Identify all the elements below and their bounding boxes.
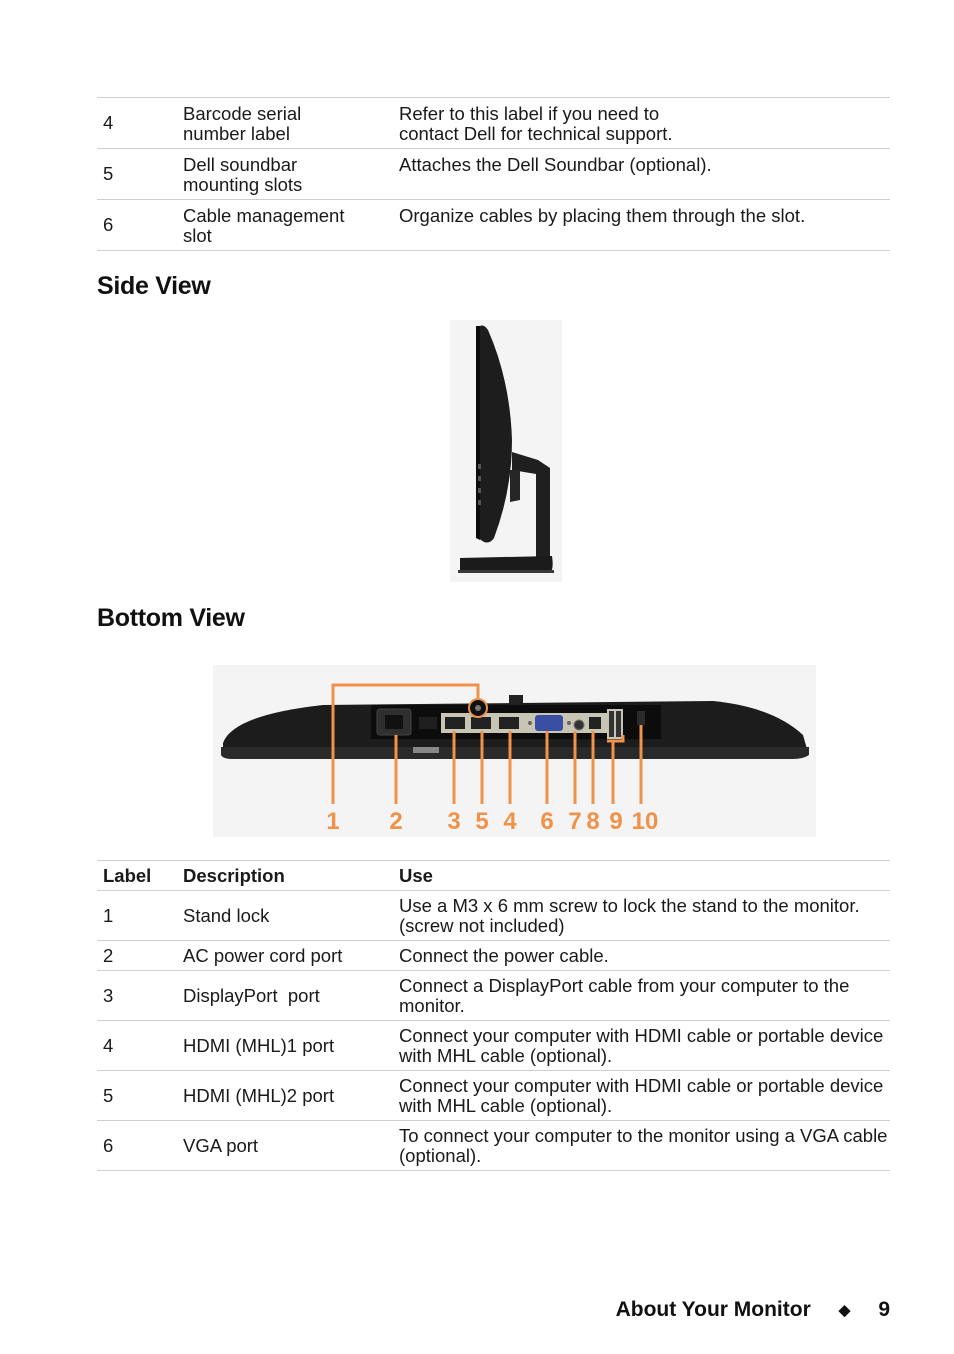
table-row <box>97 149 890 200</box>
row-use: Attaches the Dell Soundbar (optional). <box>399 149 890 200</box>
callout-label: 3 <box>447 808 461 835</box>
callout-label: 7 <box>568 808 582 835</box>
row-label: 5 <box>97 149 183 200</box>
diamond-icon: ◆ <box>838 1302 851 1319</box>
row-description: Cable management slot <box>183 200 399 251</box>
row-label: 3 <box>97 971 183 1021</box>
row-description: HDMI (MHL)2 port <box>183 1071 399 1121</box>
bottom-view-heading: Bottom View <box>97 604 245 632</box>
callout-label: 2 <box>389 808 403 835</box>
row-use: Use a M3 x 6 mm screw to lock the stand to the monitor. (screw not included) <box>399 891 890 941</box>
callout-label: 4 <box>503 808 517 835</box>
row-use: Refer to this label if you need to contact Dell for technical support. <box>399 98 890 149</box>
row-description: AC power cord port <box>183 941 399 971</box>
table-header-row <box>97 861 890 891</box>
page-footer <box>616 1298 890 1322</box>
callout-label: 10 <box>631 808 659 835</box>
row-label: 6 <box>97 200 183 251</box>
callout-label: 5 <box>475 808 489 835</box>
callout-label: 8 <box>586 808 600 835</box>
monitor-side-view-image <box>450 320 562 582</box>
table-row <box>97 1021 890 1071</box>
row-use: Connect a DisplayPort cable from your computer to the monitor. <box>399 971 890 1021</box>
table-row <box>97 941 890 971</box>
column-header-label: Label <box>97 861 183 891</box>
rear-view-table-continued <box>97 97 890 251</box>
row-use: To connect your computer to the monitor using a VGA cable (optional). <box>399 1121 890 1171</box>
table-row <box>97 971 890 1021</box>
row-label: 2 <box>97 941 183 971</box>
row-description: HDMI (MHL)1 port <box>183 1021 399 1071</box>
column-header-description: Description <box>183 861 399 891</box>
side-view-heading: Side View <box>97 272 211 300</box>
monitor-bottom-view-image <box>213 665 816 837</box>
table-row <box>97 200 890 251</box>
table-row <box>97 891 890 941</box>
callout-label: 6 <box>540 808 554 835</box>
table-row <box>97 1071 890 1121</box>
table-row <box>97 98 890 149</box>
callout-label: 1 <box>326 808 340 835</box>
row-description: Barcode serial number label <box>183 98 399 149</box>
row-description: DisplayPort port <box>183 971 399 1021</box>
row-label: 4 <box>97 98 183 149</box>
row-description: VGA port <box>183 1121 399 1171</box>
row-use: Connect the power cable. <box>399 941 890 971</box>
row-label: 5 <box>97 1071 183 1121</box>
column-header-use: Use <box>399 861 890 891</box>
row-description: Dell soundbar mounting slots <box>183 149 399 200</box>
row-use: Connect your computer with HDMI cable or portable device with MHL cable (optional). <box>399 1071 890 1121</box>
table-row <box>97 1121 890 1171</box>
row-label: 4 <box>97 1021 183 1071</box>
row-use: Connect your computer with HDMI cable or portable device with MHL cable (optional). <box>399 1021 890 1071</box>
callout-label: 9 <box>609 808 623 835</box>
page-number: 9 <box>878 1298 890 1321</box>
row-label: 1 <box>97 891 183 941</box>
row-use: Organize cables by placing them through the slot. <box>399 200 890 251</box>
row-description: Stand lock <box>183 891 399 941</box>
row-label: 6 <box>97 1121 183 1171</box>
bottom-view-table <box>97 860 890 1171</box>
footer-section-title: About Your Monitor <box>615 1298 811 1321</box>
